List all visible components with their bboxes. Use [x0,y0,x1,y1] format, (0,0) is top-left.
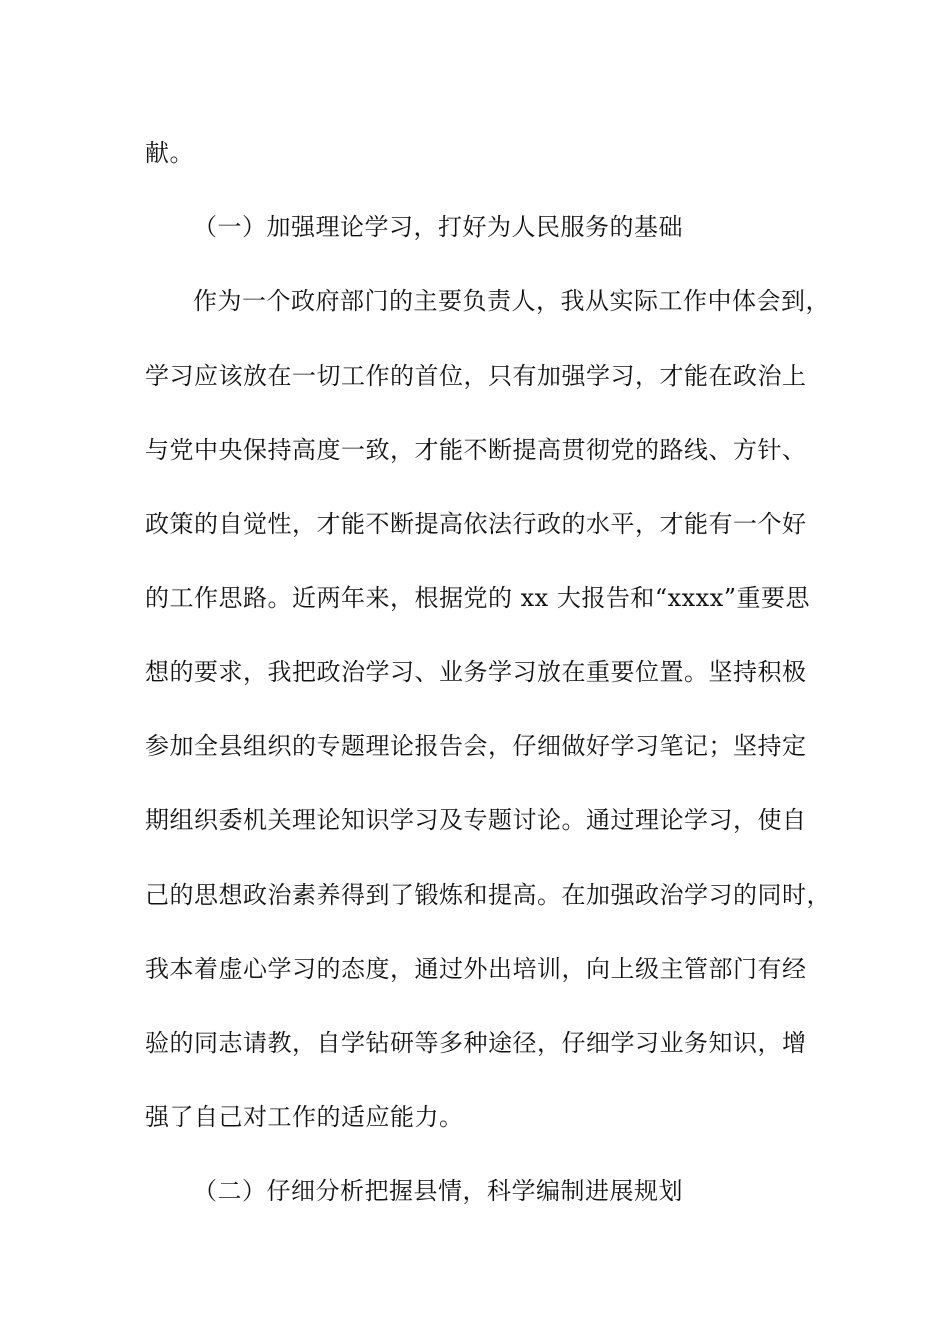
paragraph-line: 强了自己对工作的适应能力。 [145,1103,464,1131]
section-heading-1: （一）加强理论学习，打好为人民服务的基础 [193,213,683,241]
paragraph-line: 政策的自觉性，才能不断提高依法行政的水平，才能有一个好 [145,510,807,538]
paragraph-line: 己的思想政治素养得到了锻炼和提高。在加强政治学习的同时， [145,881,831,909]
paragraph-line: 参加全县组织的专题理论报告会，仔细做好学习笔记；坚持定 [145,732,807,760]
paragraph-line: 验的同志请教，自学钻研等多种途径，仔细学习业务知识，增 [145,1029,807,1057]
paragraph-line: 想的要求，我把政治学习、业务学习放在重要位置。坚持积极 [145,658,807,686]
paragraph-line: 的工作思路。近两年来，根据党的 xx 大报告和“xxxx”重要思 [145,584,811,612]
section-heading-2: （二）仔细分析把握县情，科学编制进展规划 [193,1177,683,1205]
paragraph-line: 期组织委机关理论知识学习及专题讨论。通过理论学习，使自 [145,806,807,834]
text-line-continuation: 献。 [145,139,194,167]
paragraph-line: 作为一个政府部门的主要负责人，我从实际工作中体会到， [193,287,830,315]
paragraph-line: 与党中央保持高度一致，才能不断提高贯彻党的路线、方针、 [145,436,807,464]
paragraph-line: 学习应该放在一切工作的首位，只有加强学习，才能在政治上 [145,362,807,390]
paragraph-line: 我本着虚心学习的态度，通过外出培训，向上级主管部门有经 [145,955,807,983]
